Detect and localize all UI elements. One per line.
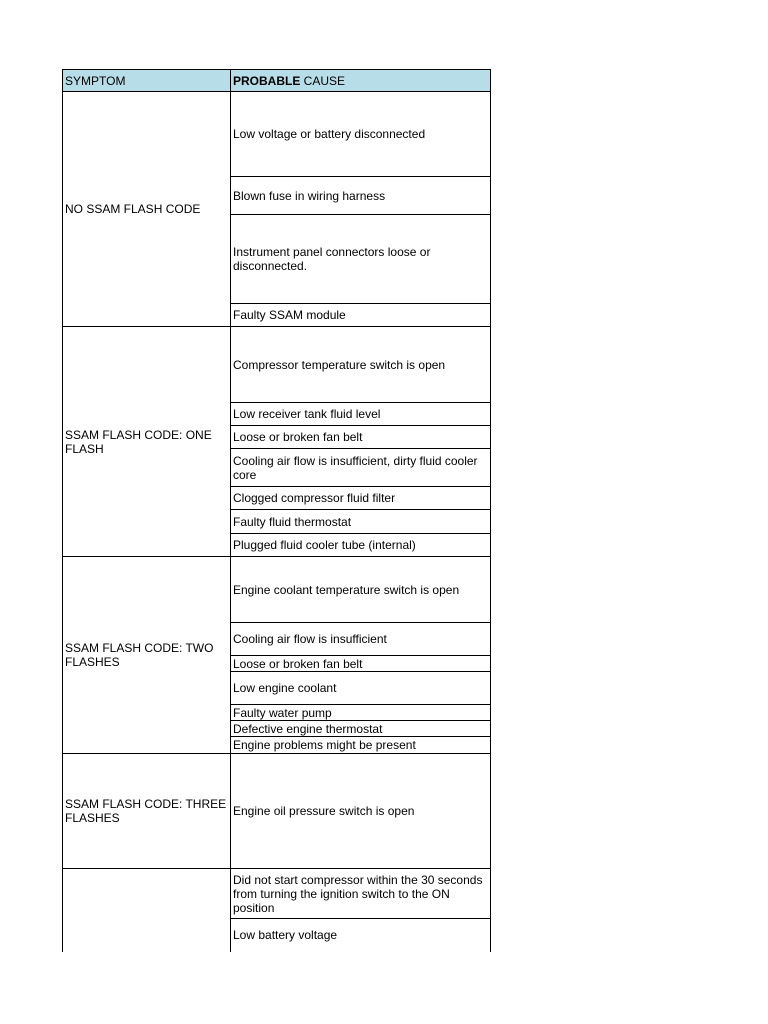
cause-cell: Blown fuse in wiring harness [231,177,491,215]
cause-cell: Faulty SSAM module [231,304,491,327]
cause-cell: Instrument panel connectors loose or disconnected. [231,215,491,304]
cause-cell: Engine problems might be present [231,737,491,754]
symptom-column-header: SYMPTOM [63,70,231,92]
cause-cell: Low engine coolant [231,672,491,705]
cause-cell: Defective engine thermostat [231,721,491,737]
cause-header-bold: PROBABLE [233,73,301,88]
cause-cell: Engine oil pressure switch is open [231,754,491,869]
table-row [63,754,491,869]
cause-cell: Did not start compressor within the 30 seconds from turning the ignition switch to the ON position [231,869,491,919]
symptom-cause-table [62,69,491,952]
symptom-cell: SSAM FLASH CODE: THREE FLASHES [63,754,231,869]
symptom-cell: SSAM FLASH CODE: ONE FLASH [63,327,231,557]
symptom-cell [63,869,231,952]
symptom-cell: SSAM FLASH CODE: TWO FLASHES [63,557,231,754]
table-row [63,92,491,177]
cause-cell: Low receiver tank fluid level [231,403,491,426]
table-row [63,869,491,919]
cause-header-rest: CAUSE [300,73,346,88]
cause-cell: Loose or broken fan belt [231,656,491,672]
cause-cell: Plugged fluid cooler tube (internal) [231,534,491,557]
symptom-cell: NO SSAM FLASH CODE [63,92,231,327]
table-row [63,557,491,623]
cause-cell: Clogged compressor fluid filter [231,487,491,510]
cause-cell: Engine coolant temperature switch is open [231,557,491,623]
cause-cell: Cooling air flow is insufficient, dirty fluid cooler core [231,449,491,487]
cause-cell: Low battery voltage [231,919,491,952]
table-row [63,327,491,403]
cause-cell: Compressor temperature switch is open [231,327,491,403]
cause-cell: Cooling air flow is insufficient [231,623,491,656]
cause-cell: Loose or broken fan belt [231,426,491,449]
cause-column-header [231,70,491,92]
cause-cell: Low voltage or battery disconnected [231,92,491,177]
table-header-row [63,70,491,92]
cause-cell: Faulty fluid thermostat [231,510,491,534]
cause-cell: Faulty water pump [231,705,491,721]
